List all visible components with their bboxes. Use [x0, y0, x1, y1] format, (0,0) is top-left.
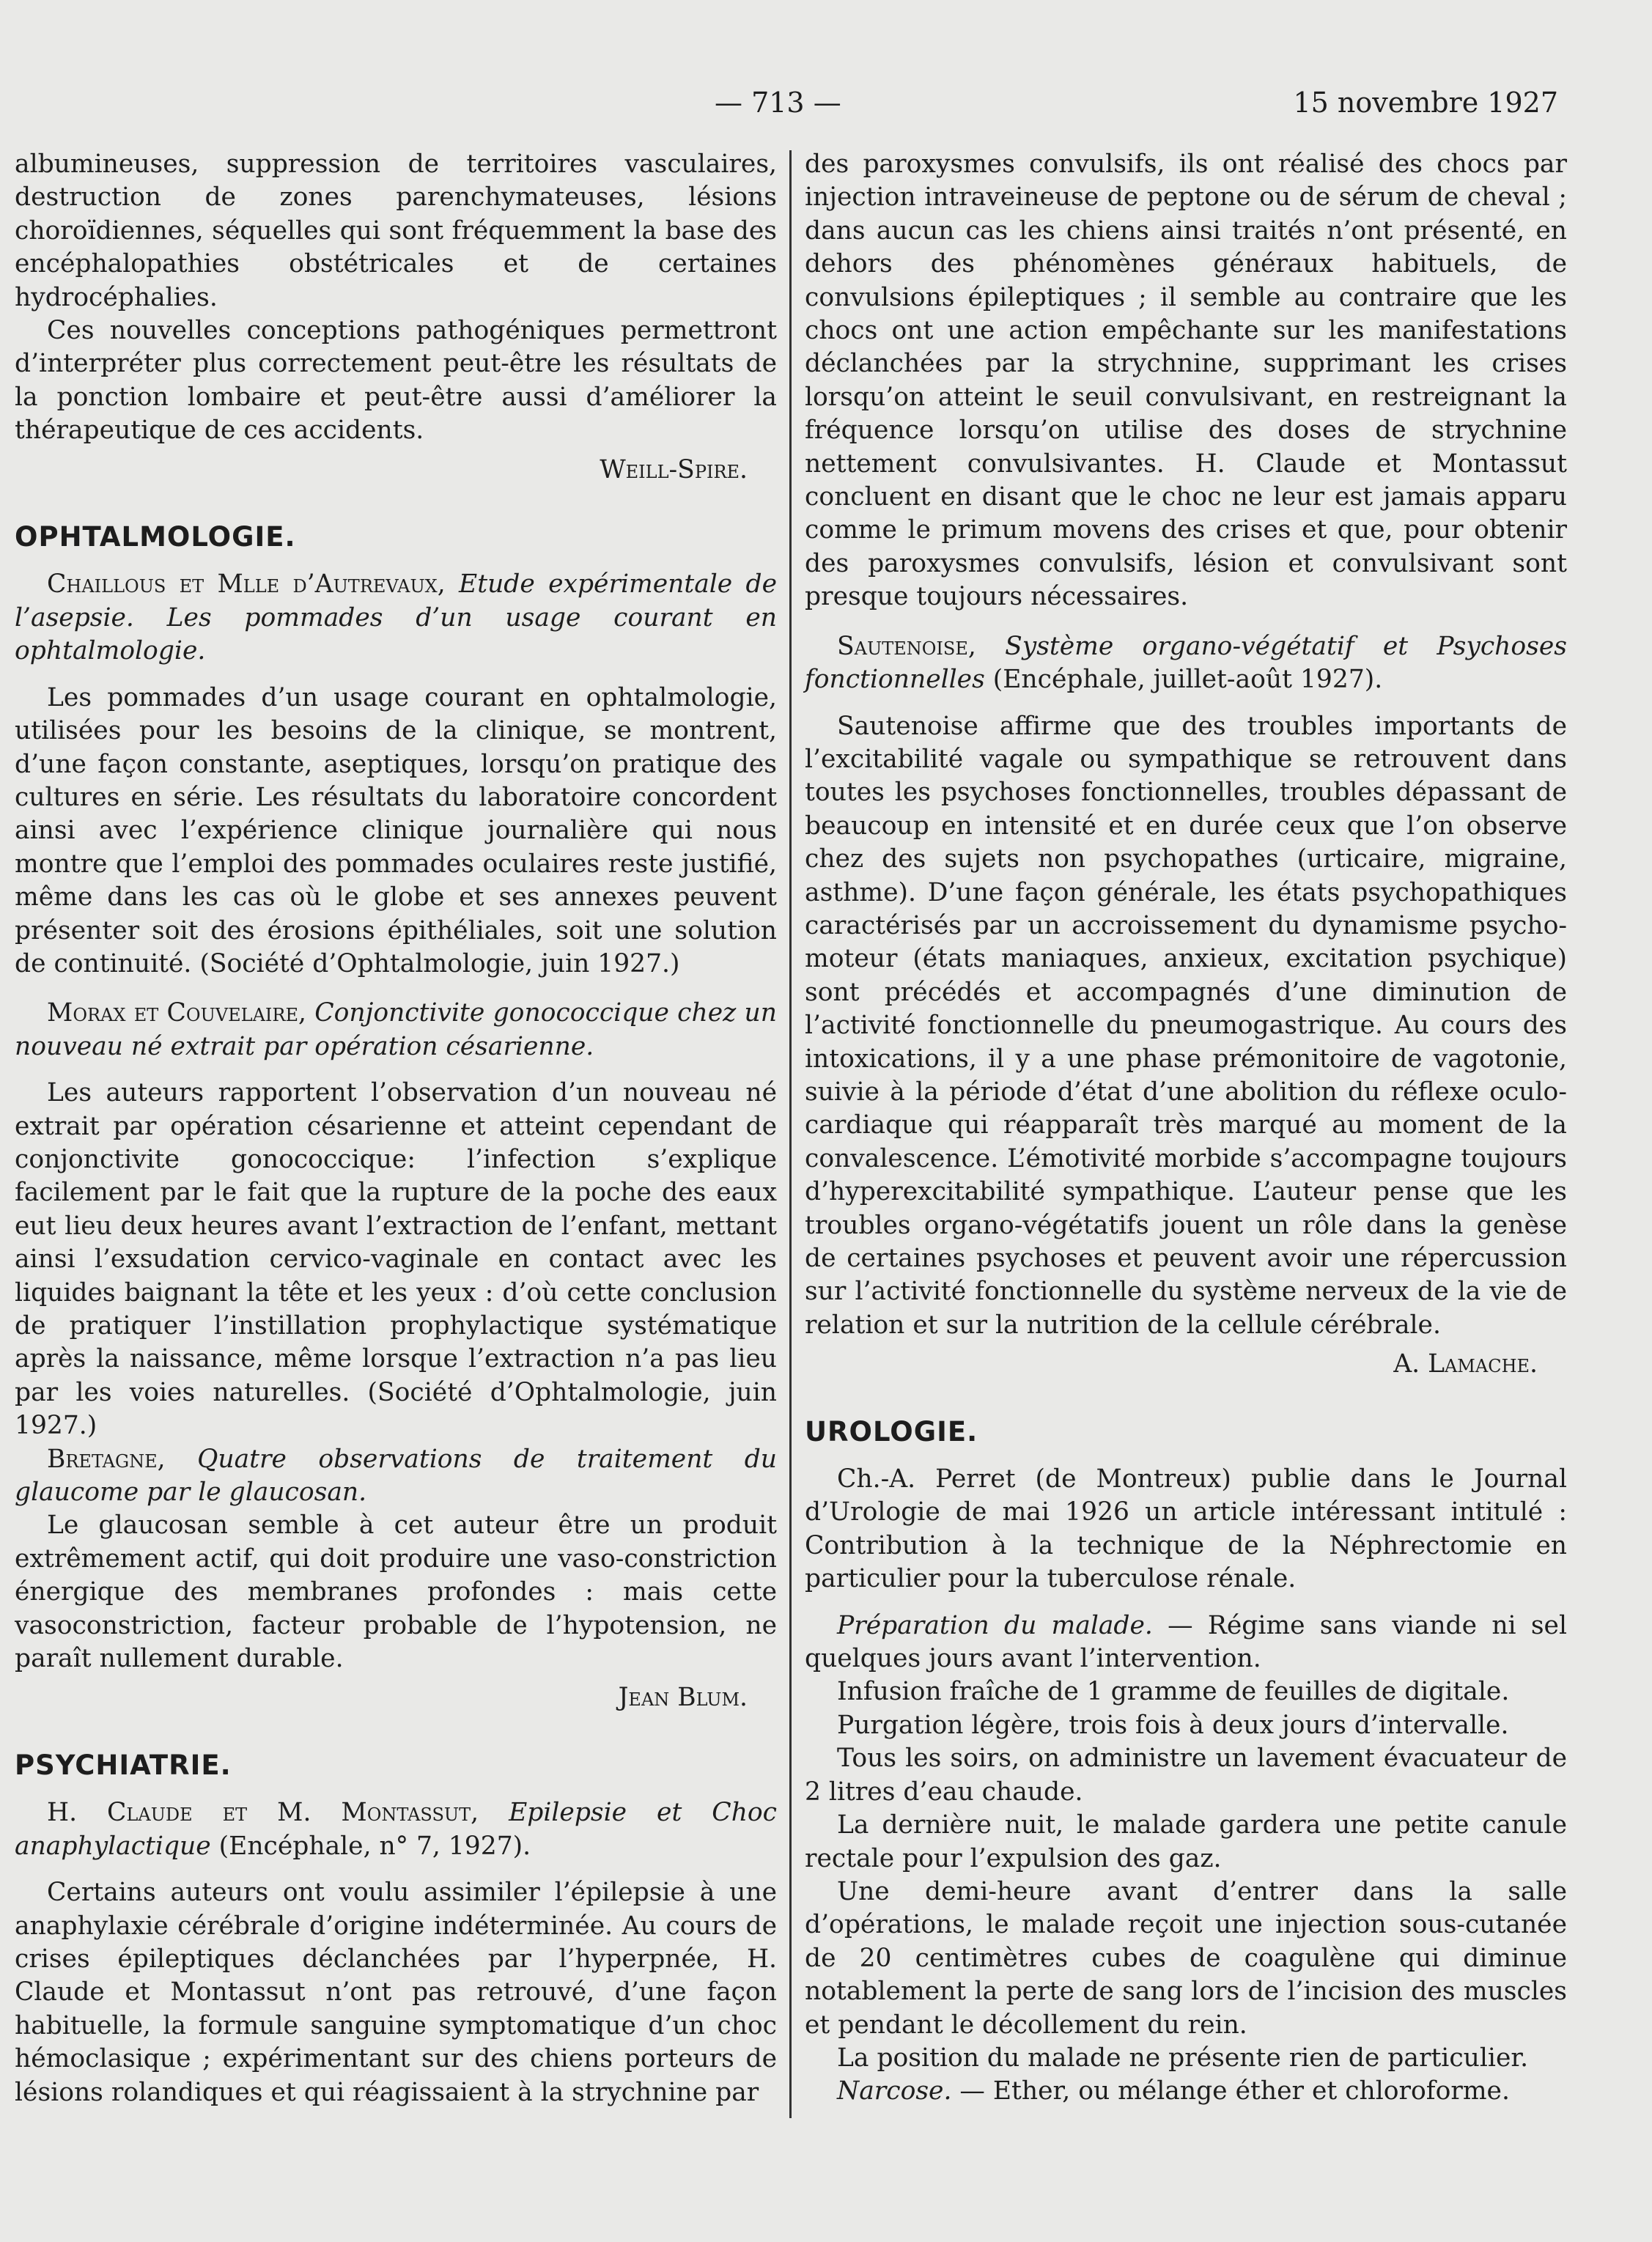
- reference-body: Sautenoise affirme que des troubles importants de l’excitabilité vagale ou sympathique se retrouvent dans toutes les psychoses fonctionnelles, troubles dépassant de beaucoup en intensité et en durée ceux que l’on observe chez des sujets non psychopathes (urticaire, migraine, asthme). D’une façon générale, les états psychopathiques caractérisés par un accroissement du dynamisme psycho-moteur (états maniaques, anxieux, excitation psychique) sont précédés et accompagnés d’une diminution de l’activité fonctionnelle du pneumogastrique. Au cours des intoxications, il y a une phase prémonitoire de vagotonie, suivie à la période d’état d’une abolition du réflexe oculo-cardiaque qui réapparaît très marqué au moment de la convalescence. L’émotivité morbide s’accompagne toujours d’hyperexcitabilité sympathique. L’auteur pense que les troubles organo-végétatifs jouent un rôle dans la genèse de certaines psychoses et peuvent avoir une répercussion sur l’activité fonctionnelle du système nerveux de la vie de relation et sur la nutrition de la cellule cérébrale.: [805, 711, 1567, 1340]
- page-number: — 713 —: [715, 86, 841, 119]
- narcose-label: Narcose.: [837, 2076, 952, 2106]
- left-column: [15, 148, 777, 2109]
- reference-bretagne: [15, 1443, 777, 1510]
- intro-paragraph-2: Ces nouvelles conceptions pathogéniques permettront d’interpréter plus correctement peut-être les résultats de la ponction lombaire et peut-être aussi d’améliorer la thérapeutique de ces accidents.: [15, 316, 777, 446]
- reference-body: Les pommades d’un usage courant en ophtalmologie, utilisées pour les besoins de la clinique, se montrent, d’une façon constante, aseptiques, lorsqu’on pratique des cultures en série. Les résultats du laboratoire concordent ainsi avec l’expérience clinique journalière qui nous montre que l’emploi des pommades oculaires reste justifié, même dans les cas où le globe et ses annexes peuvent présenter soit des érosions épithéliales, soit une solution de continuité. (Société d’Ophtalmologie, juin 1927.): [15, 682, 777, 978]
- intro-paragraph-1: albumineuses, suppression de territoires vasculaires, destruction de zones parenchymateuses, lésions choroïdiennes, séquelles qui sont fréquemment la base des encéphalopathies obstétricales et de certaines hydrocéphalies.: [15, 150, 777, 312]
- reference-title: Etude expérimentale de l’asepsie. Les pommades d’un usage courant en ophtalmologie.: [15, 569, 778, 666]
- reference-source: (Encéphale, juillet-août 1927).: [992, 665, 1383, 695]
- reference-title: Quatre observations de traitement du glaucome par le glaucosan.: [15, 1444, 778, 1508]
- reference-authors: Morax et Couvelaire,: [47, 998, 306, 1028]
- narcose-paragraph: [805, 2075, 1567, 2108]
- issue-date: 15 novembre 1927: [1293, 86, 1558, 119]
- purgation-line: Purgation légère, trois fois à deux jours d’intervalle.: [837, 1710, 1509, 1740]
- demi-heure-line: Une demi-heure avant d’entrer dans la salle d’opérations, le malade reçoit une injection sous-cutanée de 20 centimètres cubes de coagulène qui diminue notablement la perte de sang lors de l’incision des muscles et pendant le décollement du rein.: [805, 1876, 1567, 2040]
- narcose-text: — Ether, ou mélange éther et chloroforme.: [951, 2076, 1510, 2106]
- reference-title: Conjonctivite gonococcique chez un nouveau né extrait par opération césarienne.: [15, 998, 777, 1061]
- reference-body: Certains auteurs ont voulu assimiler l’épilepsie à une anaphylaxie cérébrale d’origine indéterminée. Au cours de crises épileptiques déclanchées par l’hyperpnée, H. Claude et Montassut n’ont pas retrouvé, d’une façon habituelle, la formule sanguine symptomatique d’un choc hémoclasique ; expérimentant sur des chiens porteurs de lésions rolandiques et qui réagissaient à la strychnine par: [15, 1878, 777, 2107]
- reference-morax: [15, 997, 777, 1063]
- reference-authors: Chaillous et Mlle d’Autrevaux,: [47, 569, 446, 600]
- position-line: La position du malade ne présente rien de particulier.: [837, 2043, 1529, 2073]
- signature-jean-blum: Jean Blum.: [618, 1683, 748, 1713]
- reference-body: Le glaucosan semble à cet auteur être un produit extrêmement actif, qui doit produire une vaso-constriction énergique des membranes profondes : mais cette vasoconstriction, facteur probable de l’hypotension, ne paraît nullement durable.: [15, 1511, 777, 1674]
- urologie-intro: Ch.-A. Perret (de Montreux) publie dans le Journal d’Urologie de mai 1926 un article intéressant intitulé : Contribution à la technique de la Néphrectomie en particulier pour la tuberculose rénale.: [805, 1464, 1567, 1594]
- section-heading-urologie: UROLOGIE.: [805, 1415, 978, 1448]
- reference-chaillous: [15, 568, 777, 668]
- page-header: [0, 86, 1652, 130]
- section-heading-psychiatrie: PSYCHIATRIE.: [15, 1749, 232, 1781]
- reference-body: Les auteurs rapportent l’observation d’un nouveau né extrait par opération césarienne et atteint cependant de conjonctivite gonococcique: l’infection s’explique facilement par le fait que la rupture de la poche des eaux eut lieu deux heures avant l’extraction de l’enfant, mettant ainsi l’exsudation cervico-vaginale en contact avec les liquides baignant la tête et les yeux : d’où cette conclusion de pratiquer l’instillation prophylactique systématique après la naissance, même lorsque l’extraction n’a pas lieu par les voies naturelles. (Société d’Ophtalmologie, juin 1927.): [15, 1078, 777, 1441]
- continued-paragraph: des paroxysmes convulsifs, ils ont réalisé des chocs par injection intraveineuse de peptone ou de sérum de cheval ; dans aucun cas les chiens ainsi traités n’ont présenté, en dehors des phénomènes généraux habituels, de convulsions épileptiques ; il semble au contraire que les chocs ont une action empêchante sur les manifestations déclanchées par la strychnine, supprimant les crises lorsqu’on atteint le seuil convulsivant, en restreignant la fréquence lorsqu’on utilise des doses de strychnine nettement convulsivantes. H. Claude et Montassut concluent en disant que le choc ne leur est jamais apparu comme le primum movens des crises et que, pour obtenir des paroxysmes convulsifs, lésion et convulsivant sont presque toujours nécessaires.: [805, 150, 1567, 612]
- section-heading-ophtalmologie: OPHTALMOLOGIE.: [15, 521, 296, 553]
- signature-lamache: A. Lamache.: [1393, 1349, 1538, 1379]
- reference-authors: H. Claude et M. Montassut,: [47, 1798, 479, 1828]
- preparation-label: Préparation du malade.: [837, 1610, 1153, 1640]
- reference-claude-montassut: [15, 1796, 777, 1863]
- lavement-line: Tous les soirs, on administre un lavement évacuateur de 2 litres d’eau chaude.: [805, 1744, 1567, 1807]
- reference-title: Système organo-végétatif et Psychoses fonctionnelles: [805, 631, 1567, 695]
- reference-title: Epilepsie et Choc anaphylactique: [15, 1798, 778, 1861]
- reference-authors: Sautenoise,: [837, 631, 976, 661]
- infusion-line: Infusion fraîche de 1 gramme de feuilles de digitale.: [837, 1677, 1510, 1707]
- right-column: [805, 148, 1567, 2109]
- reference-source: (Encéphale, n° 7, 1927).: [218, 1831, 531, 1861]
- reference-authors: Bretagne,: [47, 1444, 166, 1474]
- preparation-text: — Régime sans viande ni sel quelques jours avant l’intervention.: [805, 1610, 1567, 1674]
- reference-sautenoise: [805, 630, 1567, 697]
- derniere-nuit-line: La dernière nuit, le malade gardera une petite canule rectale pour l’expulsion des gaz.: [805, 1810, 1567, 1873]
- signature-weill-spire: Weill-Spire.: [600, 454, 748, 484]
- column-divider: [789, 150, 792, 2118]
- preparation-paragraph: [805, 1609, 1567, 1676]
